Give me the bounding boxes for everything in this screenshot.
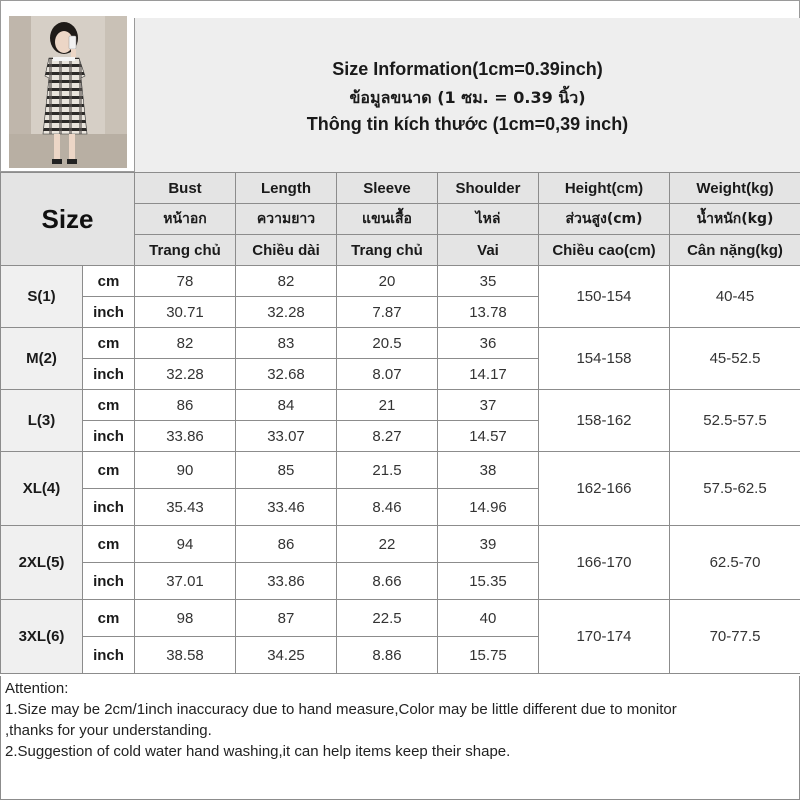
height-range: 166-170 <box>539 526 670 600</box>
unit-cm: cm <box>83 600 135 637</box>
unit-inch: inch <box>83 637 135 674</box>
bust-inch: 33.86 <box>135 421 236 452</box>
bust-cm: 94 <box>135 526 236 563</box>
size-table <box>0 172 800 674</box>
unit-cm: cm <box>83 328 135 359</box>
sleeve-inch: 7.87 <box>337 297 438 328</box>
sleeve-inch: 8.86 <box>337 637 438 674</box>
length-cm: 82 <box>236 266 337 297</box>
weight-range: 70-77.5 <box>670 600 800 674</box>
table-row <box>1 526 800 563</box>
shoulder-inch: 15.35 <box>438 563 539 600</box>
size-label: 2XL(5) <box>1 526 83 600</box>
unit-inch: inch <box>83 359 135 390</box>
shoulder-cm: 38 <box>438 452 539 489</box>
col-header-bust-vi: Trang chủ <box>135 235 236 266</box>
bust-inch: 38.58 <box>135 637 236 674</box>
sleeve-inch: 8.07 <box>337 359 438 390</box>
col-header-shoulder-thai: ไหล่ <box>438 204 539 235</box>
shoulder-inch: 13.78 <box>438 297 539 328</box>
bust-cm: 78 <box>135 266 236 297</box>
col-header-bust-thai: หน้าอก <box>135 204 236 235</box>
notes-line-1: 1.Size may be 2cm/1inch inaccuracy due to hand measure,Color may be little different due to monitor <box>5 701 677 718</box>
notes-line-2: ,thanks for your understanding. <box>5 722 212 739</box>
col-header-bust: Bust <box>135 173 236 204</box>
unit-cm: cm <box>83 390 135 421</box>
length-inch: 33.86 <box>236 563 337 600</box>
col-header-length-thai: ความยาว <box>236 204 337 235</box>
col-header-length: Length <box>236 173 337 204</box>
col-header-shoulder-vi: Vai <box>438 235 539 266</box>
height-range: 158-162 <box>539 390 670 452</box>
table-row <box>1 390 800 421</box>
bust-inch: 32.28 <box>135 359 236 390</box>
sleeve-cm: 20 <box>337 266 438 297</box>
sleeve-cm: 22 <box>337 526 438 563</box>
unit-cm: cm <box>83 526 135 563</box>
shoulder-cm: 37 <box>438 390 539 421</box>
sleeve-cm: 20.5 <box>337 328 438 359</box>
col-header-sleeve: Sleeve <box>337 173 438 204</box>
title-thai: ข้อมูลขนาด (1 ซม. = 0.39 นิ้ว) <box>349 88 586 107</box>
length-inch: 33.46 <box>236 489 337 526</box>
table-row <box>1 452 800 489</box>
length-cm: 86 <box>236 526 337 563</box>
shoulder-cm: 39 <box>438 526 539 563</box>
shoulder-inch: 15.75 <box>438 637 539 674</box>
length-cm: 87 <box>236 600 337 637</box>
col-header-height-vi: Chiều cao(cm) <box>539 235 670 266</box>
shoulder-inch: 14.17 <box>438 359 539 390</box>
col-header-sleeve-vi: Trang chủ <box>337 235 438 266</box>
size-label: XL(4) <box>1 452 83 526</box>
sleeve-cm: 21 <box>337 390 438 421</box>
unit-inch: inch <box>83 489 135 526</box>
shoulder-cm: 40 <box>438 600 539 637</box>
header-row-english <box>1 173 800 204</box>
length-inch: 33.07 <box>236 421 337 452</box>
weight-range: 62.5-70 <box>670 526 800 600</box>
bust-cm: 82 <box>135 328 236 359</box>
shoulder-inch: 14.96 <box>438 489 539 526</box>
size-header: Size <box>1 173 135 266</box>
weight-range: 40-45 <box>670 266 800 328</box>
size-label: S(1) <box>1 266 83 328</box>
shoulder-inch: 14.57 <box>438 421 539 452</box>
col-header-height: Height(cm) <box>539 173 670 204</box>
sleeve-cm: 22.5 <box>337 600 438 637</box>
title-english: Size Information(1cm=0.39inch) <box>332 59 603 79</box>
size-label: 3XL(6) <box>1 600 83 674</box>
shoulder-cm: 35 <box>438 266 539 297</box>
weight-range: 45-52.5 <box>670 328 800 390</box>
bust-inch: 35.43 <box>135 489 236 526</box>
bust-cm: 86 <box>135 390 236 421</box>
col-header-weight-vi: Cân nặng(kg) <box>670 235 800 266</box>
col-header-sleeve-thai: แขนเสื้อ <box>337 204 438 235</box>
size-label: M(2) <box>1 328 83 390</box>
bust-inch: 37.01 <box>135 563 236 600</box>
length-inch: 32.28 <box>236 297 337 328</box>
length-inch: 34.25 <box>236 637 337 674</box>
height-range: 162-166 <box>539 452 670 526</box>
bust-inch: 30.71 <box>135 297 236 328</box>
weight-range: 57.5-62.5 <box>670 452 800 526</box>
title-vietnamese: Thông tin kích thước (1cm=0,39 inch) <box>306 114 629 134</box>
attention-notes <box>0 676 800 800</box>
length-inch: 32.68 <box>236 359 337 390</box>
notes-heading: Attention: <box>5 680 69 697</box>
length-cm: 83 <box>236 328 337 359</box>
table-row <box>1 328 800 359</box>
length-cm: 84 <box>236 390 337 421</box>
bust-cm: 90 <box>135 452 236 489</box>
height-range: 154-158 <box>539 328 670 390</box>
col-header-weight-thai: น้ำหนัก(kg) <box>670 204 800 235</box>
height-range: 170-174 <box>539 600 670 674</box>
unit-inch: inch <box>83 421 135 452</box>
sleeve-inch: 8.66 <box>337 563 438 600</box>
col-header-weight: Weight(kg) <box>670 173 800 204</box>
height-range: 150-154 <box>539 266 670 328</box>
product-photo <box>9 16 127 168</box>
size-label: L(3) <box>1 390 83 452</box>
sleeve-inch: 8.46 <box>337 489 438 526</box>
col-header-length-vi: Chiều dài <box>236 235 337 266</box>
shoulder-cm: 36 <box>438 328 539 359</box>
sleeve-cm: 21.5 <box>337 452 438 489</box>
col-header-height-thai: ส่วนสูง(cm) <box>539 204 670 235</box>
length-cm: 85 <box>236 452 337 489</box>
notes-line-3: 2.Suggestion of cold water hand washing,it can help items keep their shape. <box>5 743 511 760</box>
unit-cm: cm <box>83 266 135 297</box>
col-header-shoulder: Shoulder <box>438 173 539 204</box>
model-image <box>9 16 127 168</box>
unit-inch: inch <box>83 297 135 328</box>
sleeve-inch: 8.27 <box>337 421 438 452</box>
bust-cm: 98 <box>135 600 236 637</box>
unit-cm: cm <box>83 452 135 489</box>
title-box <box>134 18 800 172</box>
table-row <box>1 600 800 637</box>
table-row <box>1 266 800 297</box>
weight-range: 52.5-57.5 <box>670 390 800 452</box>
unit-inch: inch <box>83 563 135 600</box>
